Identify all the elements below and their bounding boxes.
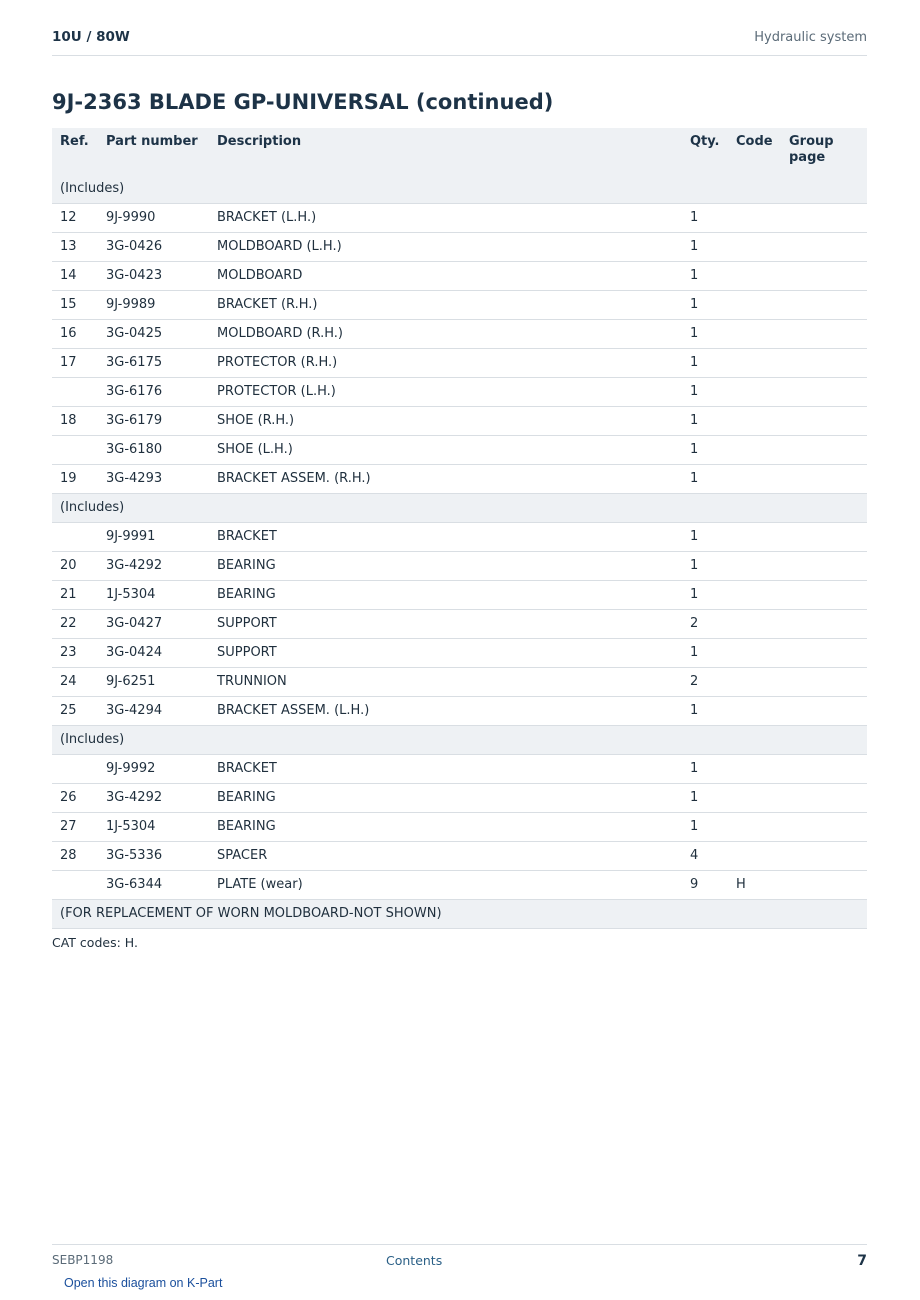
group-page-cell <box>781 580 867 609</box>
code-cell <box>728 609 781 638</box>
description-cell: PLATE (wear) <box>209 870 682 899</box>
description-cell: BRACKET (R.H.) <box>209 290 682 319</box>
qty-cell: 2 <box>682 609 728 638</box>
table-row <box>52 203 867 232</box>
group-page-cell <box>781 696 867 725</box>
ref-cell: 25 <box>52 696 98 725</box>
qty-cell: 1 <box>682 754 728 783</box>
page-footer <box>52 1244 867 1274</box>
code-cell <box>728 522 781 551</box>
parts-table-body <box>52 174 867 928</box>
ref-cell <box>52 522 98 551</box>
table-row <box>52 435 867 464</box>
group-page-cell <box>781 522 867 551</box>
col-header-part-number: Part number <box>98 128 209 174</box>
code-cell <box>728 754 781 783</box>
code-cell <box>728 319 781 348</box>
group-page-cell <box>781 870 867 899</box>
description-cell: MOLDBOARD (R.H.) <box>209 319 682 348</box>
part-number-cell: 1J-5304 <box>98 812 209 841</box>
ref-cell: 27 <box>52 812 98 841</box>
table-row <box>52 377 867 406</box>
description-cell: BRACKET ASSEM. (R.H.) <box>209 464 682 493</box>
ref-cell: 18 <box>52 406 98 435</box>
ref-cell <box>52 870 98 899</box>
part-number-cell: 1J-5304 <box>98 580 209 609</box>
part-number-cell: 3G-5336 <box>98 841 209 870</box>
col-header-group-page: Group page <box>781 128 867 174</box>
includes-row <box>52 899 867 928</box>
col-header-code: Code <box>728 128 781 174</box>
includes-row <box>52 725 867 754</box>
table-row <box>52 754 867 783</box>
ref-cell: 19 <box>52 464 98 493</box>
includes-label: (Includes) <box>52 174 867 203</box>
ref-cell: 16 <box>52 319 98 348</box>
group-page-cell <box>781 667 867 696</box>
qty-cell: 4 <box>682 841 728 870</box>
table-row <box>52 783 867 812</box>
page-number: 7 <box>857 1253 867 1269</box>
group-page-cell <box>781 841 867 870</box>
code-cell <box>728 667 781 696</box>
part-number-cell: 9J-6251 <box>98 667 209 696</box>
description-cell: BEARING <box>209 551 682 580</box>
table-row <box>52 319 867 348</box>
table-row <box>52 638 867 667</box>
qty-cell: 1 <box>682 696 728 725</box>
part-number-cell: 3G-4293 <box>98 464 209 493</box>
qty-cell: 1 <box>682 203 728 232</box>
table-row <box>52 696 867 725</box>
code-cell <box>728 812 781 841</box>
qty-cell: 2 <box>682 667 728 696</box>
part-number-cell: 9J-9990 <box>98 203 209 232</box>
part-number-cell: 3G-4292 <box>98 783 209 812</box>
description-cell: BRACKET ASSEM. (L.H.) <box>209 696 682 725</box>
table-row <box>52 290 867 319</box>
description-cell: MOLDBOARD <box>209 261 682 290</box>
qty-cell: 1 <box>682 551 728 580</box>
ref-cell: 26 <box>52 783 98 812</box>
table-row <box>52 580 867 609</box>
qty-cell: 1 <box>682 464 728 493</box>
group-page-cell <box>781 261 867 290</box>
group-page-cell <box>781 406 867 435</box>
kpart-diagram-link[interactable]: Open this diagram on K-Part <box>64 1276 223 1290</box>
code-cell <box>728 290 781 319</box>
table-row <box>52 464 867 493</box>
page-header <box>52 28 867 56</box>
part-number-cell: 9J-9989 <box>98 290 209 319</box>
part-number-cell: 3G-4292 <box>98 551 209 580</box>
table-row <box>52 609 867 638</box>
part-number-cell: 3G-0423 <box>98 261 209 290</box>
qty-cell: 1 <box>682 580 728 609</box>
table-row <box>52 348 867 377</box>
includes-row <box>52 493 867 522</box>
ref-cell: 20 <box>52 551 98 580</box>
code-cell <box>728 348 781 377</box>
part-number-cell: 3G-6344 <box>98 870 209 899</box>
qty-cell: 1 <box>682 377 728 406</box>
ref-cell: 28 <box>52 841 98 870</box>
description-cell: SHOE (L.H.) <box>209 435 682 464</box>
description-cell: PROTECTOR (L.H.) <box>209 377 682 406</box>
part-number-cell: 3G-6180 <box>98 435 209 464</box>
qty-cell: 1 <box>682 406 728 435</box>
description-cell: BRACKET <box>209 522 682 551</box>
table-row <box>52 841 867 870</box>
col-header-ref: Ref. <box>52 128 98 174</box>
group-page-cell <box>781 290 867 319</box>
group-page-cell <box>781 609 867 638</box>
ref-cell <box>52 377 98 406</box>
code-cell <box>728 551 781 580</box>
title-main: 9J-2363 BLADE GP-UNIVERSAL <box>52 90 409 114</box>
description-cell: SHOE (R.H.) <box>209 406 682 435</box>
description-cell: SPACER <box>209 841 682 870</box>
description-cell: SUPPORT <box>209 609 682 638</box>
code-cell: H <box>728 870 781 899</box>
document-id: SEBP1198 <box>52 1253 114 1267</box>
ref-cell: 24 <box>52 667 98 696</box>
ref-cell <box>52 435 98 464</box>
description-cell: BRACKET (L.H.) <box>209 203 682 232</box>
qty-cell: 1 <box>682 261 728 290</box>
ref-cell: 21 <box>52 580 98 609</box>
includes-label: (FOR REPLACEMENT OF WORN MOLDBOARD-NOT SHOWN) <box>52 899 867 928</box>
table-row <box>52 812 867 841</box>
description-cell: BEARING <box>209 812 682 841</box>
part-number-cell: 3G-0427 <box>98 609 209 638</box>
code-cell <box>728 696 781 725</box>
code-cell <box>728 464 781 493</box>
group-page-cell <box>781 464 867 493</box>
section-label: Hydraulic system <box>754 30 867 45</box>
code-cell <box>728 406 781 435</box>
table-row <box>52 406 867 435</box>
group-page-cell <box>781 638 867 667</box>
group-page-cell <box>781 232 867 261</box>
description-cell: TRUNNION <box>209 667 682 696</box>
group-page-cell <box>781 348 867 377</box>
page-title <box>52 90 553 114</box>
col-header-description: Description <box>209 128 682 174</box>
qty-cell: 1 <box>682 319 728 348</box>
qty-cell: 1 <box>682 522 728 551</box>
qty-cell: 1 <box>682 348 728 377</box>
qty-cell: 1 <box>682 812 728 841</box>
part-number-cell: 3G-6179 <box>98 406 209 435</box>
part-number-cell: 3G-0426 <box>98 232 209 261</box>
code-cell <box>728 261 781 290</box>
includes-row <box>52 174 867 203</box>
ref-cell: 23 <box>52 638 98 667</box>
group-page-cell <box>781 551 867 580</box>
code-cell <box>728 435 781 464</box>
description-cell: BEARING <box>209 580 682 609</box>
qty-cell: 1 <box>682 638 728 667</box>
description-cell: BEARING <box>209 783 682 812</box>
model-label: 10U / 80W <box>52 29 130 45</box>
group-page-cell <box>781 435 867 464</box>
code-cell <box>728 580 781 609</box>
cat-codes-note: CAT codes: H. <box>52 935 138 950</box>
group-page-cell <box>781 319 867 348</box>
code-cell <box>728 203 781 232</box>
description-cell: BRACKET <box>209 754 682 783</box>
group-page-cell <box>781 203 867 232</box>
title-suffix: (continued) <box>415 90 554 114</box>
description-cell: MOLDBOARD (L.H.) <box>209 232 682 261</box>
group-page-cell <box>781 377 867 406</box>
col-header-qty: Qty. <box>682 128 728 174</box>
ref-cell: 13 <box>52 232 98 261</box>
ref-cell: 15 <box>52 290 98 319</box>
part-number-cell: 3G-0425 <box>98 319 209 348</box>
table-row <box>52 522 867 551</box>
contents-link[interactable]: Contents <box>386 1253 443 1268</box>
description-cell: PROTECTOR (R.H.) <box>209 348 682 377</box>
qty-cell: 1 <box>682 232 728 261</box>
includes-label: (Includes) <box>52 493 867 522</box>
qty-cell: 1 <box>682 290 728 319</box>
part-number-cell: 3G-0424 <box>98 638 209 667</box>
ref-cell: 17 <box>52 348 98 377</box>
ref-cell: 22 <box>52 609 98 638</box>
group-page-cell <box>781 783 867 812</box>
qty-cell: 9 <box>682 870 728 899</box>
code-cell <box>728 783 781 812</box>
code-cell <box>728 841 781 870</box>
table-row <box>52 551 867 580</box>
ref-cell: 14 <box>52 261 98 290</box>
part-number-cell: 9J-9991 <box>98 522 209 551</box>
parts-table <box>52 128 867 929</box>
table-row <box>52 870 867 899</box>
code-cell <box>728 377 781 406</box>
group-page-cell <box>781 754 867 783</box>
table-header-row <box>52 128 867 174</box>
part-number-cell: 9J-9992 <box>98 754 209 783</box>
part-number-cell: 3G-6175 <box>98 348 209 377</box>
part-number-cell: 3G-6176 <box>98 377 209 406</box>
table-row <box>52 261 867 290</box>
table-row <box>52 232 867 261</box>
includes-label: (Includes) <box>52 725 867 754</box>
qty-cell: 1 <box>682 783 728 812</box>
code-cell <box>728 638 781 667</box>
code-cell <box>728 232 781 261</box>
ref-cell <box>52 754 98 783</box>
part-number-cell: 3G-4294 <box>98 696 209 725</box>
group-page-cell <box>781 812 867 841</box>
qty-cell: 1 <box>682 435 728 464</box>
ref-cell: 12 <box>52 203 98 232</box>
description-cell: SUPPORT <box>209 638 682 667</box>
table-row <box>52 667 867 696</box>
